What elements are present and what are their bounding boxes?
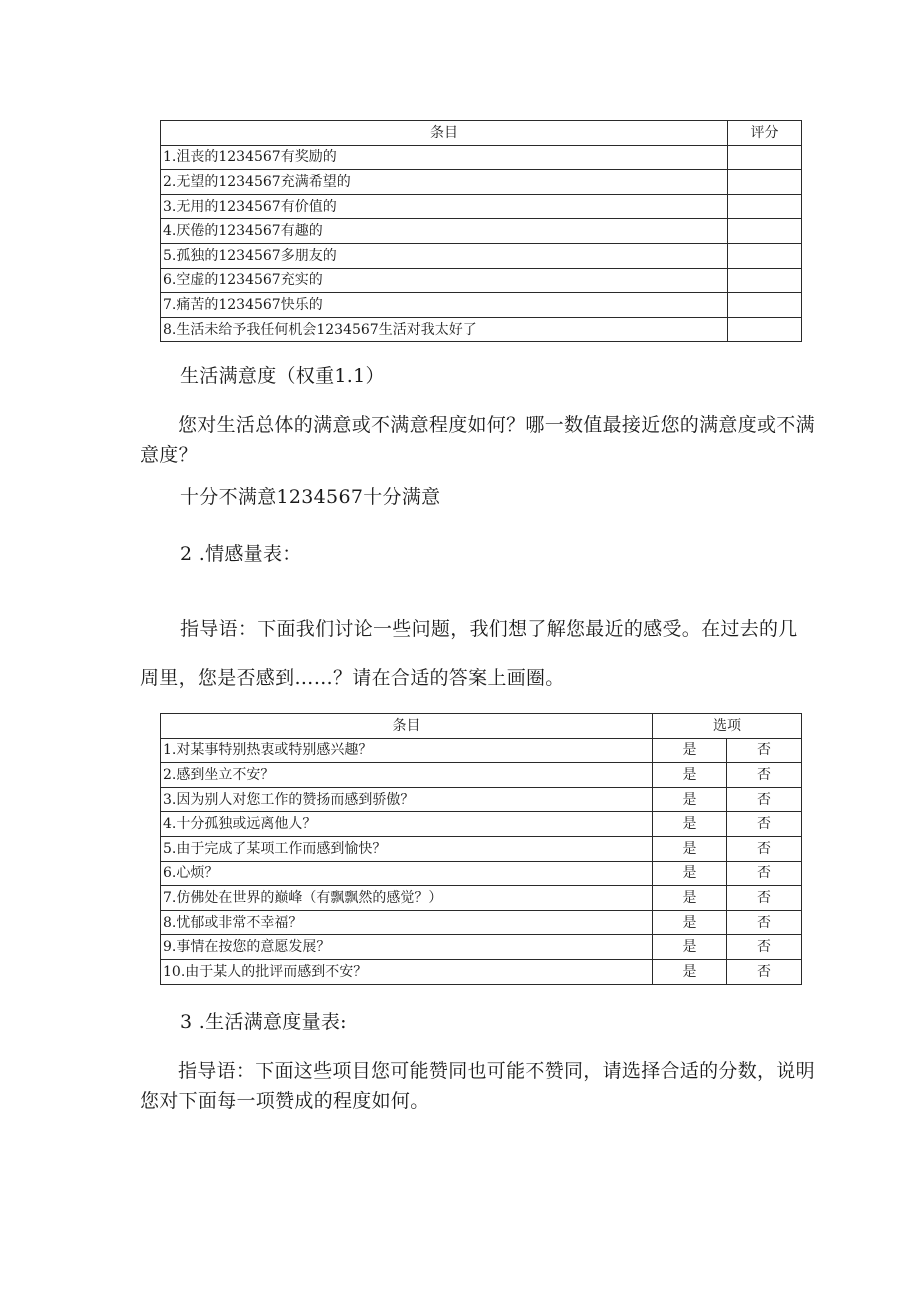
section-heading: 2 .情感量表： xyxy=(180,543,302,565)
life-evaluation-table xyxy=(160,120,802,342)
table-header-row xyxy=(161,714,802,739)
column-header-options: 选项 xyxy=(653,714,802,739)
no-option[interactable]: 否 xyxy=(727,910,802,935)
yes-option[interactable]: 是 xyxy=(653,959,727,984)
yes-option[interactable]: 是 xyxy=(653,738,727,763)
table-row xyxy=(161,170,802,195)
column-header-item: 条目 xyxy=(161,121,728,146)
score-cell[interactable] xyxy=(728,194,802,219)
score-cell[interactable] xyxy=(728,268,802,293)
table-row xyxy=(161,268,802,293)
item-cell: 8.忧郁或非常不幸福？ xyxy=(161,910,653,935)
column-header-item: 条目 xyxy=(161,714,653,739)
section-heading: 3 .生活满意度量表: xyxy=(180,1011,347,1033)
item-cell: 4.十分孤独或远离他人？ xyxy=(161,812,653,837)
instruction-text: 指导语：下面我们讨论一些问题，我们想了解您最近的感受。在过去的几 xyxy=(180,618,798,640)
no-option[interactable]: 否 xyxy=(727,886,802,911)
yes-option[interactable]: 是 xyxy=(653,763,727,788)
item-cell: 2.无望的1234567充满希望的 xyxy=(161,170,728,195)
yes-option[interactable]: 是 xyxy=(653,935,727,960)
score-cell[interactable] xyxy=(728,219,802,244)
score-cell[interactable] xyxy=(728,317,802,342)
item-cell: 4.厌倦的1234567有趣的 xyxy=(161,219,728,244)
table-row xyxy=(161,836,802,861)
instruction-text: 周里，您是否感到……？请在合适的答案上画圈。 xyxy=(140,667,565,689)
no-option[interactable]: 否 xyxy=(727,935,802,960)
yes-option[interactable]: 是 xyxy=(653,886,727,911)
item-cell: 3.因为别人对您工作的赞扬而感到骄傲？ xyxy=(161,787,653,812)
table-row xyxy=(161,145,802,170)
table-row xyxy=(161,243,802,268)
no-option[interactable]: 否 xyxy=(727,763,802,788)
item-cell: 8.生活未给予我任何机会1234567生活对我太好了 xyxy=(161,317,728,342)
item-cell: 9.事情在按您的意愿发展？ xyxy=(161,935,653,960)
item-cell: 10.由于某人的批评而感到不安？ xyxy=(161,959,653,984)
table-row xyxy=(161,910,802,935)
yes-option[interactable]: 是 xyxy=(653,812,727,837)
yes-option[interactable]: 是 xyxy=(653,910,727,935)
table-row xyxy=(161,861,802,886)
item-cell: 6.空虚的1234567充实的 xyxy=(161,268,728,293)
table-row xyxy=(161,763,802,788)
score-cell[interactable] xyxy=(728,145,802,170)
affect-scale-table xyxy=(160,713,802,985)
instruction-text: 指导语：下面这些项目您可能赞同也可能不赞同，请选择合适的分数，说明您对下面每一项赞成的程度如何。 xyxy=(140,1060,815,1112)
table-row xyxy=(161,194,802,219)
table-row xyxy=(161,935,802,960)
column-header-score: 评分 xyxy=(728,121,802,146)
table-row xyxy=(161,738,802,763)
item-cell: 1.对某事特别热衷或特别感兴趣？ xyxy=(161,738,653,763)
no-option[interactable]: 否 xyxy=(727,861,802,886)
score-cell[interactable] xyxy=(728,243,802,268)
item-cell: 3.无用的1234567有价值的 xyxy=(161,194,728,219)
table-row xyxy=(161,219,802,244)
no-option[interactable]: 否 xyxy=(727,959,802,984)
score-cell[interactable] xyxy=(728,293,802,318)
score-cell[interactable] xyxy=(728,170,802,195)
no-option[interactable]: 否 xyxy=(727,836,802,861)
table-row xyxy=(161,787,802,812)
item-cell: 1.沮丧的1234567有奖励的 xyxy=(161,145,728,170)
item-cell: 2.感到坐立不安？ xyxy=(161,763,653,788)
satisfaction-question: 您对生活总体的满意或不满意程度如何？哪一数值最接近您的满意度或不满意度？ xyxy=(140,414,815,466)
item-cell: 6.心烦？ xyxy=(161,861,653,886)
yes-option[interactable]: 是 xyxy=(653,787,727,812)
no-option[interactable]: 否 xyxy=(727,812,802,837)
item-cell: 7.痛苦的1234567快乐的 xyxy=(161,293,728,318)
satisfaction-scale: 十分不满意1234567十分满意 xyxy=(180,486,441,508)
no-option[interactable]: 否 xyxy=(727,738,802,763)
item-cell: 5.由于完成了某项工作而感到愉快？ xyxy=(161,836,653,861)
table-header-row xyxy=(161,121,802,146)
yes-option[interactable]: 是 xyxy=(653,836,727,861)
table-row xyxy=(161,812,802,837)
table-row xyxy=(161,886,802,911)
table-row xyxy=(161,317,802,342)
table-row xyxy=(161,959,802,984)
item-cell: 7.仿佛处在世界的巅峰（有飘飘然的感觉？） xyxy=(161,886,653,911)
no-option[interactable]: 否 xyxy=(727,787,802,812)
item-cell: 5.孤独的1234567多朋友的 xyxy=(161,243,728,268)
table-row xyxy=(161,293,802,318)
satisfaction-title: 生活满意度（权重1.1） xyxy=(180,365,385,387)
yes-option[interactable]: 是 xyxy=(653,861,727,886)
